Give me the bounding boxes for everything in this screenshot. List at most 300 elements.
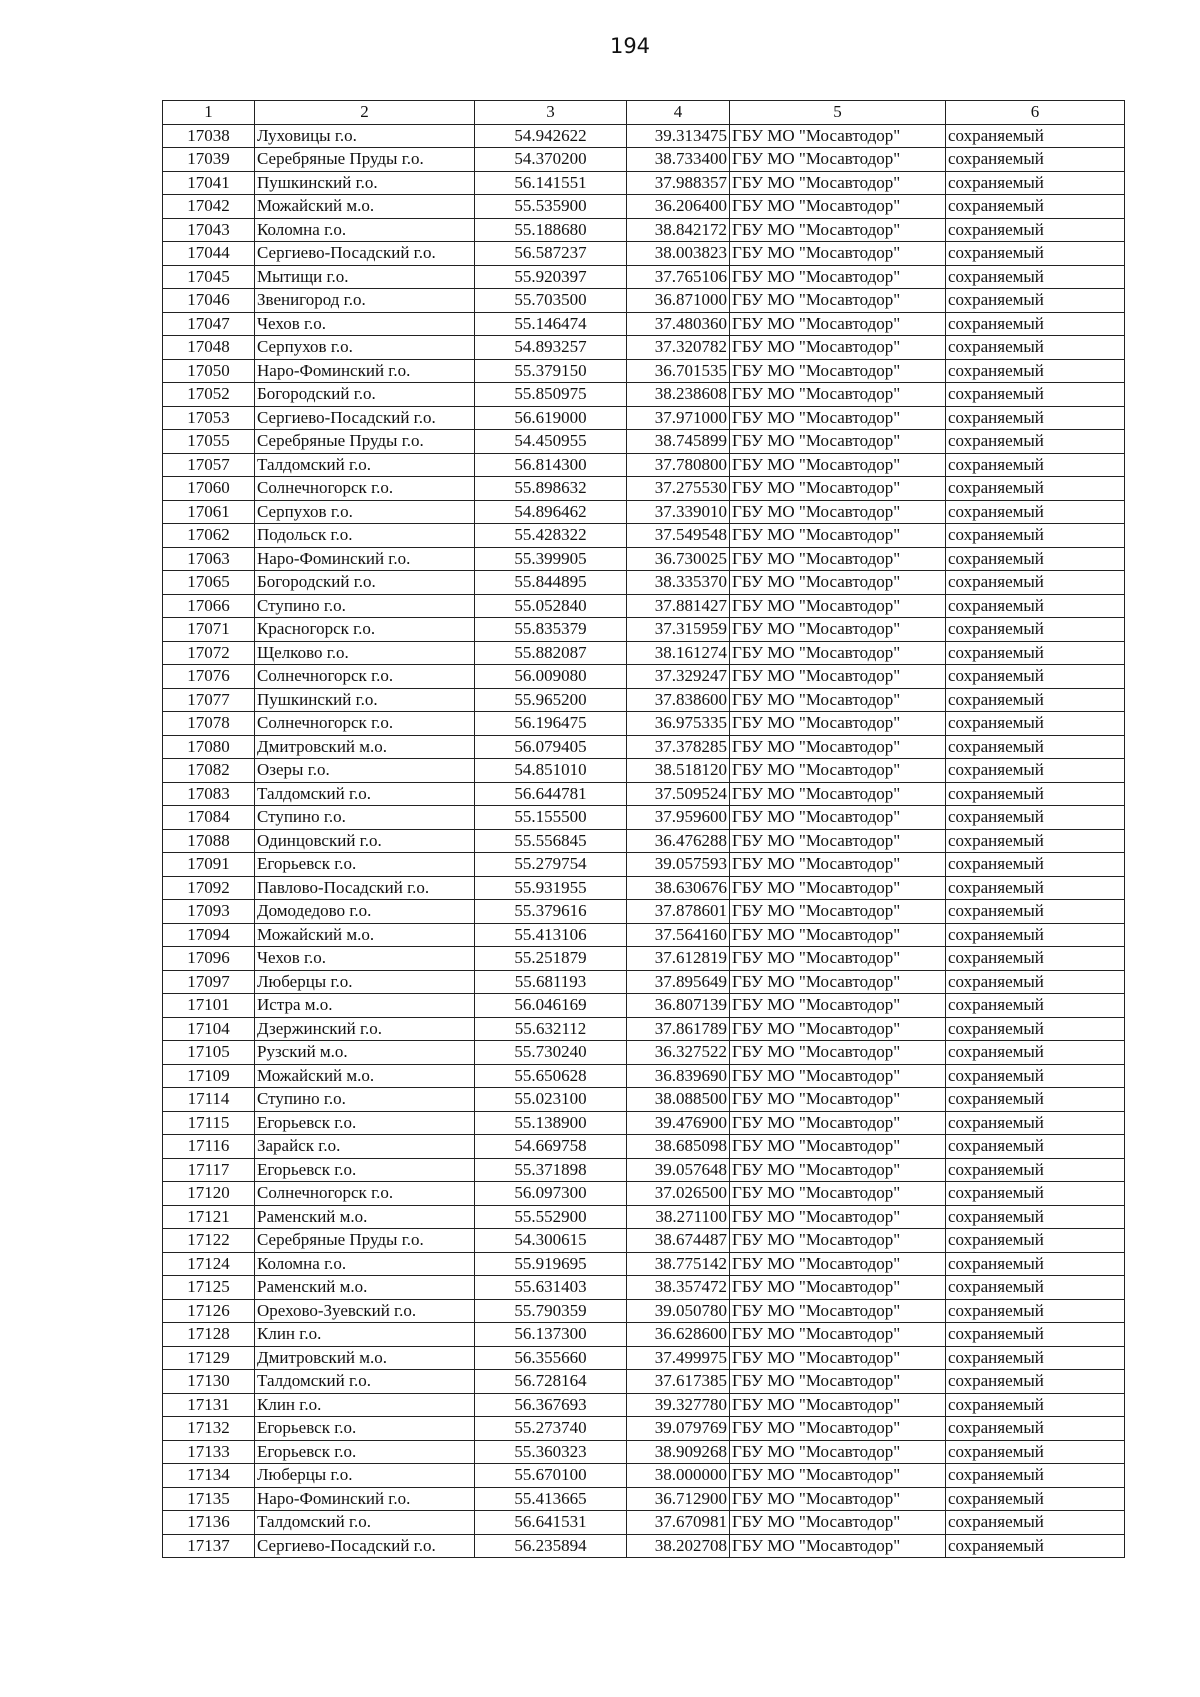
latitude-cell: 55.052840: [475, 594, 627, 618]
owner-cell: ГБУ МО "Мосавтодор": [730, 1111, 946, 1135]
latitude-cell: 55.379150: [475, 359, 627, 383]
district-cell: Красногорск г.о.: [255, 618, 475, 642]
latitude-cell: 55.670100: [475, 1464, 627, 1488]
status-cell: сохраняемый: [946, 312, 1125, 336]
table-row: [163, 1393, 1125, 1417]
status-cell: сохраняемый: [946, 782, 1125, 806]
longitude-cell: 38.161274: [627, 641, 730, 665]
table-body: [163, 124, 1125, 1558]
object-id-cell: 17060: [163, 477, 255, 501]
table-row: [163, 994, 1125, 1018]
status-cell: сохраняемый: [946, 547, 1125, 571]
longitude-cell: 37.881427: [627, 594, 730, 618]
district-cell: Талдомский г.о.: [255, 782, 475, 806]
owner-cell: ГБУ МО "Мосавтодор": [730, 1205, 946, 1229]
district-cell: Коломна г.о.: [255, 1252, 475, 1276]
district-cell: Егорьевск г.о.: [255, 1417, 475, 1441]
table-row: [163, 829, 1125, 853]
status-cell: сохраняемый: [946, 1346, 1125, 1370]
object-id-cell: 17065: [163, 571, 255, 595]
table-row: [163, 547, 1125, 571]
district-cell: Сергиево-Посадский г.о.: [255, 406, 475, 430]
status-cell: сохраняемый: [946, 453, 1125, 477]
district-cell: Серебряные Пруды г.о.: [255, 148, 475, 172]
latitude-cell: 55.920397: [475, 265, 627, 289]
owner-cell: ГБУ МО "Мосавтодор": [730, 430, 946, 454]
object-id-cell: 17096: [163, 947, 255, 971]
owner-cell: ГБУ МО "Мосавтодор": [730, 1041, 946, 1065]
table-row: [163, 218, 1125, 242]
longitude-cell: 36.628600: [627, 1323, 730, 1347]
table-row: [163, 1205, 1125, 1229]
longitude-cell: 37.878601: [627, 900, 730, 924]
table-row: [163, 1511, 1125, 1535]
owner-cell: ГБУ МО "Мосавтодор": [730, 265, 946, 289]
district-cell: Коломна г.о.: [255, 218, 475, 242]
district-cell: Мытищи г.о.: [255, 265, 475, 289]
object-id-cell: 17048: [163, 336, 255, 360]
status-cell: сохраняемый: [946, 947, 1125, 971]
latitude-cell: 55.146474: [475, 312, 627, 336]
district-cell: Солнечногорск г.о.: [255, 712, 475, 736]
district-cell: Одинцовский г.о.: [255, 829, 475, 853]
table-row: [163, 1417, 1125, 1441]
district-cell: Егорьевск г.о.: [255, 853, 475, 877]
longitude-cell: 37.549548: [627, 524, 730, 548]
district-cell: Пушкинский г.о.: [255, 171, 475, 195]
owner-cell: ГБУ МО "Мосавтодор": [730, 618, 946, 642]
district-cell: Талдомский г.о.: [255, 1370, 475, 1394]
owner-cell: ГБУ МО "Мосавтодор": [730, 1017, 946, 1041]
owner-cell: ГБУ МО "Мосавтодор": [730, 148, 946, 172]
latitude-cell: 54.300615: [475, 1229, 627, 1253]
longitude-cell: 39.079769: [627, 1417, 730, 1441]
latitude-cell: 55.413106: [475, 923, 627, 947]
latitude-cell: 56.728164: [475, 1370, 627, 1394]
table-row: [163, 500, 1125, 524]
status-cell: сохраняемый: [946, 148, 1125, 172]
table-row: [163, 594, 1125, 618]
table-row: [163, 1299, 1125, 1323]
object-id-cell: 17136: [163, 1511, 255, 1535]
object-id-cell: 17091: [163, 853, 255, 877]
district-cell: Ступино г.о.: [255, 806, 475, 830]
owner-cell: ГБУ МО "Мосавтодор": [730, 289, 946, 313]
owner-cell: ГБУ МО "Мосавтодор": [730, 1534, 946, 1558]
table-row: [163, 524, 1125, 548]
object-id-cell: 17044: [163, 242, 255, 266]
owner-cell: ГБУ МО "Мосавтодор": [730, 806, 946, 830]
owner-cell: ГБУ МО "Мосавтодор": [730, 1064, 946, 1088]
status-cell: сохраняемый: [946, 571, 1125, 595]
longitude-cell: 37.026500: [627, 1182, 730, 1206]
district-cell: Егорьевск г.о.: [255, 1158, 475, 1182]
object-id-cell: 17088: [163, 829, 255, 853]
longitude-cell: 37.861789: [627, 1017, 730, 1041]
status-cell: сохраняемый: [946, 1299, 1125, 1323]
table-row: [163, 947, 1125, 971]
owner-cell: ГБУ МО "Мосавтодор": [730, 853, 946, 877]
latitude-cell: 55.023100: [475, 1088, 627, 1112]
latitude-cell: 56.644781: [475, 782, 627, 806]
status-cell: сохраняемый: [946, 500, 1125, 524]
owner-cell: ГБУ МО "Мосавтодор": [730, 124, 946, 148]
district-cell: Луховицы г.о.: [255, 124, 475, 148]
district-cell: Наро-Фоминский г.о.: [255, 547, 475, 571]
table-row: [163, 806, 1125, 830]
status-cell: сохраняемый: [946, 1088, 1125, 1112]
longitude-cell: 38.685098: [627, 1135, 730, 1159]
longitude-cell: 38.775142: [627, 1252, 730, 1276]
longitude-cell: 37.959600: [627, 806, 730, 830]
object-id-cell: 17128: [163, 1323, 255, 1347]
owner-cell: ГБУ МО "Мосавтодор": [730, 524, 946, 548]
header-cell: 1: [163, 101, 255, 125]
table-row: [163, 1158, 1125, 1182]
status-cell: сохраняемый: [946, 1487, 1125, 1511]
latitude-cell: 55.155500: [475, 806, 627, 830]
latitude-cell: 55.188680: [475, 218, 627, 242]
latitude-cell: 54.370200: [475, 148, 627, 172]
longitude-cell: 39.057593: [627, 853, 730, 877]
object-id-cell: 17062: [163, 524, 255, 548]
owner-cell: ГБУ МО "Мосавтодор": [730, 782, 946, 806]
latitude-cell: 56.235894: [475, 1534, 627, 1558]
table-row: [163, 688, 1125, 712]
owner-cell: ГБУ МО "Мосавтодор": [730, 1088, 946, 1112]
longitude-cell: 38.088500: [627, 1088, 730, 1112]
owner-cell: ГБУ МО "Мосавтодор": [730, 312, 946, 336]
owner-cell: ГБУ МО "Мосавтодор": [730, 1370, 946, 1394]
longitude-cell: 37.499975: [627, 1346, 730, 1370]
table-row: [163, 430, 1125, 454]
table-row: [163, 1370, 1125, 1394]
latitude-cell: 55.882087: [475, 641, 627, 665]
district-cell: Рузский м.о.: [255, 1041, 475, 1065]
table-row: [163, 970, 1125, 994]
object-id-cell: 17063: [163, 547, 255, 571]
table-row: [163, 735, 1125, 759]
object-id-cell: 17047: [163, 312, 255, 336]
table-row: [163, 759, 1125, 783]
latitude-cell: 55.360323: [475, 1440, 627, 1464]
district-cell: Серебряные Пруды г.о.: [255, 430, 475, 454]
owner-cell: ГБУ МО "Мосавтодор": [730, 876, 946, 900]
longitude-cell: 37.617385: [627, 1370, 730, 1394]
table-row: [163, 1276, 1125, 1300]
owner-cell: ГБУ МО "Мосавтодор": [730, 688, 946, 712]
object-id-cell: 17038: [163, 124, 255, 148]
table-row: [163, 641, 1125, 665]
owner-cell: ГБУ МО "Мосавтодор": [730, 571, 946, 595]
district-cell: Звенигород г.о.: [255, 289, 475, 313]
owner-cell: ГБУ МО "Мосавтодор": [730, 1511, 946, 1535]
longitude-cell: 38.745899: [627, 430, 730, 454]
latitude-cell: 55.919695: [475, 1252, 627, 1276]
district-cell: Ступино г.о.: [255, 594, 475, 618]
district-cell: Люберцы г.о.: [255, 1464, 475, 1488]
latitude-cell: 55.730240: [475, 1041, 627, 1065]
owner-cell: ГБУ МО "Мосавтодор": [730, 1135, 946, 1159]
object-id-cell: 17120: [163, 1182, 255, 1206]
status-cell: сохраняемый: [946, 1041, 1125, 1065]
object-id-cell: 17126: [163, 1299, 255, 1323]
table-row: [163, 171, 1125, 195]
district-cell: Егорьевск г.о.: [255, 1111, 475, 1135]
object-id-cell: 17115: [163, 1111, 255, 1135]
longitude-cell: 36.476288: [627, 829, 730, 853]
district-cell: Чехов г.о.: [255, 312, 475, 336]
status-cell: сохраняемый: [946, 406, 1125, 430]
table-row: [163, 1252, 1125, 1276]
object-id-cell: 17050: [163, 359, 255, 383]
object-id-cell: 17066: [163, 594, 255, 618]
district-cell: Зарайск г.о.: [255, 1135, 475, 1159]
owner-cell: ГБУ МО "Мосавтодор": [730, 477, 946, 501]
status-cell: сохраняемый: [946, 641, 1125, 665]
district-cell: Истра м.о.: [255, 994, 475, 1018]
district-cell: Щелково г.о.: [255, 641, 475, 665]
object-id-cell: 17039: [163, 148, 255, 172]
object-id-cell: 17082: [163, 759, 255, 783]
status-cell: сохраняемый: [946, 1276, 1125, 1300]
longitude-cell: 38.674487: [627, 1229, 730, 1253]
status-cell: сохраняемый: [946, 1229, 1125, 1253]
status-cell: сохраняемый: [946, 195, 1125, 219]
status-cell: сохраняемый: [946, 1511, 1125, 1535]
latitude-cell: 56.079405: [475, 735, 627, 759]
owner-cell: ГБУ МО "Мосавтодор": [730, 1346, 946, 1370]
owner-cell: ГБУ МО "Мосавтодор": [730, 1252, 946, 1276]
status-cell: сохраняемый: [946, 806, 1125, 830]
status-cell: сохраняемый: [946, 1205, 1125, 1229]
table-row: [163, 1064, 1125, 1088]
table-row: [163, 1323, 1125, 1347]
table-row: [163, 453, 1125, 477]
longitude-cell: 37.765106: [627, 265, 730, 289]
district-cell: Можайский м.о.: [255, 195, 475, 219]
owner-cell: ГБУ МО "Мосавтодор": [730, 453, 946, 477]
table-row: [163, 712, 1125, 736]
status-cell: сохраняемый: [946, 759, 1125, 783]
owner-cell: ГБУ МО "Мосавтодор": [730, 970, 946, 994]
latitude-cell: 55.273740: [475, 1417, 627, 1441]
status-cell: сохраняемый: [946, 1017, 1125, 1041]
owner-cell: ГБУ МО "Мосавтодор": [730, 594, 946, 618]
status-cell: сохраняемый: [946, 594, 1125, 618]
page-number: 194: [609, 34, 651, 58]
status-cell: сохраняемый: [946, 1323, 1125, 1347]
owner-cell: ГБУ МО "Мосавтодор": [730, 1487, 946, 1511]
owner-cell: ГБУ МО "Мосавтодор": [730, 1229, 946, 1253]
district-cell: Дзержинский г.о.: [255, 1017, 475, 1041]
status-cell: сохраняемый: [946, 1252, 1125, 1276]
latitude-cell: 55.552900: [475, 1205, 627, 1229]
table-row: [163, 665, 1125, 689]
status-cell: сохраняемый: [946, 430, 1125, 454]
object-id-cell: 17046: [163, 289, 255, 313]
longitude-cell: 37.329247: [627, 665, 730, 689]
district-cell: Серебряные Пруды г.о.: [255, 1229, 475, 1253]
district-cell: Орехово-Зуевский г.о.: [255, 1299, 475, 1323]
status-cell: сохраняемый: [946, 876, 1125, 900]
longitude-cell: 36.871000: [627, 289, 730, 313]
longitude-cell: 36.712900: [627, 1487, 730, 1511]
status-cell: сохраняемый: [946, 900, 1125, 924]
object-id-cell: 17061: [163, 500, 255, 524]
owner-cell: ГБУ МО "Мосавтодор": [730, 759, 946, 783]
district-cell: Талдомский г.о.: [255, 453, 475, 477]
object-id-cell: 17105: [163, 1041, 255, 1065]
latitude-cell: 56.587237: [475, 242, 627, 266]
district-cell: Клин г.о.: [255, 1393, 475, 1417]
object-id-cell: 17104: [163, 1017, 255, 1041]
longitude-cell: 38.357472: [627, 1276, 730, 1300]
owner-cell: ГБУ МО "Мосавтодор": [730, 1276, 946, 1300]
latitude-cell: 55.835379: [475, 618, 627, 642]
table-row: [163, 876, 1125, 900]
status-cell: сохраняемый: [946, 171, 1125, 195]
owner-cell: ГБУ МО "Мосавтодор": [730, 1158, 946, 1182]
object-id-cell: 17133: [163, 1440, 255, 1464]
latitude-cell: 55.279754: [475, 853, 627, 877]
longitude-cell: 39.050780: [627, 1299, 730, 1323]
owner-cell: ГБУ МО "Мосавтодор": [730, 641, 946, 665]
table-row: [163, 477, 1125, 501]
longitude-cell: 37.320782: [627, 336, 730, 360]
status-cell: сохраняемый: [946, 970, 1125, 994]
owner-cell: ГБУ МО "Мосавтодор": [730, 829, 946, 853]
district-cell: Богородский г.о.: [255, 383, 475, 407]
status-cell: сохраняемый: [946, 1534, 1125, 1558]
latitude-cell: 54.851010: [475, 759, 627, 783]
longitude-cell: 36.975335: [627, 712, 730, 736]
longitude-cell: 37.838600: [627, 688, 730, 712]
district-cell: Можайский м.о.: [255, 1064, 475, 1088]
owner-cell: ГБУ МО "Мосавтодор": [730, 994, 946, 1018]
longitude-cell: 38.335370: [627, 571, 730, 595]
object-id-cell: 17084: [163, 806, 255, 830]
table-row: [163, 1041, 1125, 1065]
status-cell: сохраняемый: [946, 1182, 1125, 1206]
owner-cell: ГБУ МО "Мосавтодор": [730, 242, 946, 266]
latitude-cell: 55.371898: [475, 1158, 627, 1182]
latitude-cell: 54.942622: [475, 124, 627, 148]
status-cell: сохраняемый: [946, 1440, 1125, 1464]
table-row: [163, 195, 1125, 219]
status-cell: сохраняемый: [946, 1135, 1125, 1159]
status-cell: сохраняемый: [946, 829, 1125, 853]
object-id-cell: 17078: [163, 712, 255, 736]
owner-cell: ГБУ МО "Мосавтодор": [730, 195, 946, 219]
latitude-cell: 56.196475: [475, 712, 627, 736]
object-id-cell: 17055: [163, 430, 255, 454]
longitude-cell: 36.839690: [627, 1064, 730, 1088]
district-cell: Озеры г.о.: [255, 759, 475, 783]
longitude-cell: 37.564160: [627, 923, 730, 947]
latitude-cell: 55.556845: [475, 829, 627, 853]
district-cell: Наро-Фоминский г.о.: [255, 359, 475, 383]
object-id-cell: 17121: [163, 1205, 255, 1229]
latitude-cell: 56.641531: [475, 1511, 627, 1535]
status-cell: сохраняемый: [946, 1464, 1125, 1488]
table-row: [163, 1487, 1125, 1511]
table-row: [163, 853, 1125, 877]
longitude-cell: 37.780800: [627, 453, 730, 477]
district-cell: Серпухов г.о.: [255, 336, 475, 360]
district-cell: Можайский м.о.: [255, 923, 475, 947]
owner-cell: ГБУ МО "Мосавтодор": [730, 336, 946, 360]
object-id-cell: 17053: [163, 406, 255, 430]
latitude-cell: 56.141551: [475, 171, 627, 195]
owner-cell: ГБУ МО "Мосавтодор": [730, 547, 946, 571]
object-id-cell: 17072: [163, 641, 255, 665]
object-id-cell: 17129: [163, 1346, 255, 1370]
table-row: [163, 1229, 1125, 1253]
longitude-cell: 36.807139: [627, 994, 730, 1018]
longitude-cell: 39.057648: [627, 1158, 730, 1182]
district-cell: Солнечногорск г.о.: [255, 1182, 475, 1206]
table-row: [163, 618, 1125, 642]
latitude-cell: 55.138900: [475, 1111, 627, 1135]
header-cell: 3: [475, 101, 627, 125]
header-cell: 4: [627, 101, 730, 125]
owner-cell: ГБУ МО "Мосавтодор": [730, 171, 946, 195]
district-cell: Серпухов г.о.: [255, 500, 475, 524]
latitude-cell: 56.137300: [475, 1323, 627, 1347]
latitude-cell: 55.681193: [475, 970, 627, 994]
latitude-cell: 54.893257: [475, 336, 627, 360]
district-cell: Талдомский г.о.: [255, 1511, 475, 1535]
table-row: [163, 1464, 1125, 1488]
object-id-cell: 17041: [163, 171, 255, 195]
object-id-cell: 17092: [163, 876, 255, 900]
object-id-cell: 17132: [163, 1417, 255, 1441]
owner-cell: ГБУ МО "Мосавтодор": [730, 500, 946, 524]
longitude-cell: 36.701535: [627, 359, 730, 383]
latitude-cell: 56.367693: [475, 1393, 627, 1417]
table-row: [163, 900, 1125, 924]
longitude-cell: 37.480360: [627, 312, 730, 336]
latitude-cell: 55.965200: [475, 688, 627, 712]
district-cell: Ступино г.о.: [255, 1088, 475, 1112]
object-id-cell: 17045: [163, 265, 255, 289]
object-id-cell: 17114: [163, 1088, 255, 1112]
longitude-cell: 39.327780: [627, 1393, 730, 1417]
owner-cell: ГБУ МО "Мосавтодор": [730, 359, 946, 383]
table-row: [163, 1111, 1125, 1135]
district-cell: Солнечногорск г.о.: [255, 665, 475, 689]
table-row: [163, 1182, 1125, 1206]
owner-cell: ГБУ МО "Мосавтодор": [730, 383, 946, 407]
table-row: [163, 312, 1125, 336]
object-id-cell: 17101: [163, 994, 255, 1018]
latitude-cell: 55.413665: [475, 1487, 627, 1511]
object-id-cell: 17125: [163, 1276, 255, 1300]
status-cell: сохраняемый: [946, 218, 1125, 242]
table-row: [163, 289, 1125, 313]
status-cell: сохраняемый: [946, 994, 1125, 1018]
longitude-cell: 36.730025: [627, 547, 730, 571]
object-id-cell: 17135: [163, 1487, 255, 1511]
table-row: [163, 923, 1125, 947]
owner-cell: ГБУ МО "Мосавтодор": [730, 1182, 946, 1206]
longitude-cell: 38.271100: [627, 1205, 730, 1229]
table-row: [163, 1440, 1125, 1464]
district-cell: Раменский м.о.: [255, 1276, 475, 1300]
object-id-cell: 17117: [163, 1158, 255, 1182]
header-cell: 2: [255, 101, 475, 125]
